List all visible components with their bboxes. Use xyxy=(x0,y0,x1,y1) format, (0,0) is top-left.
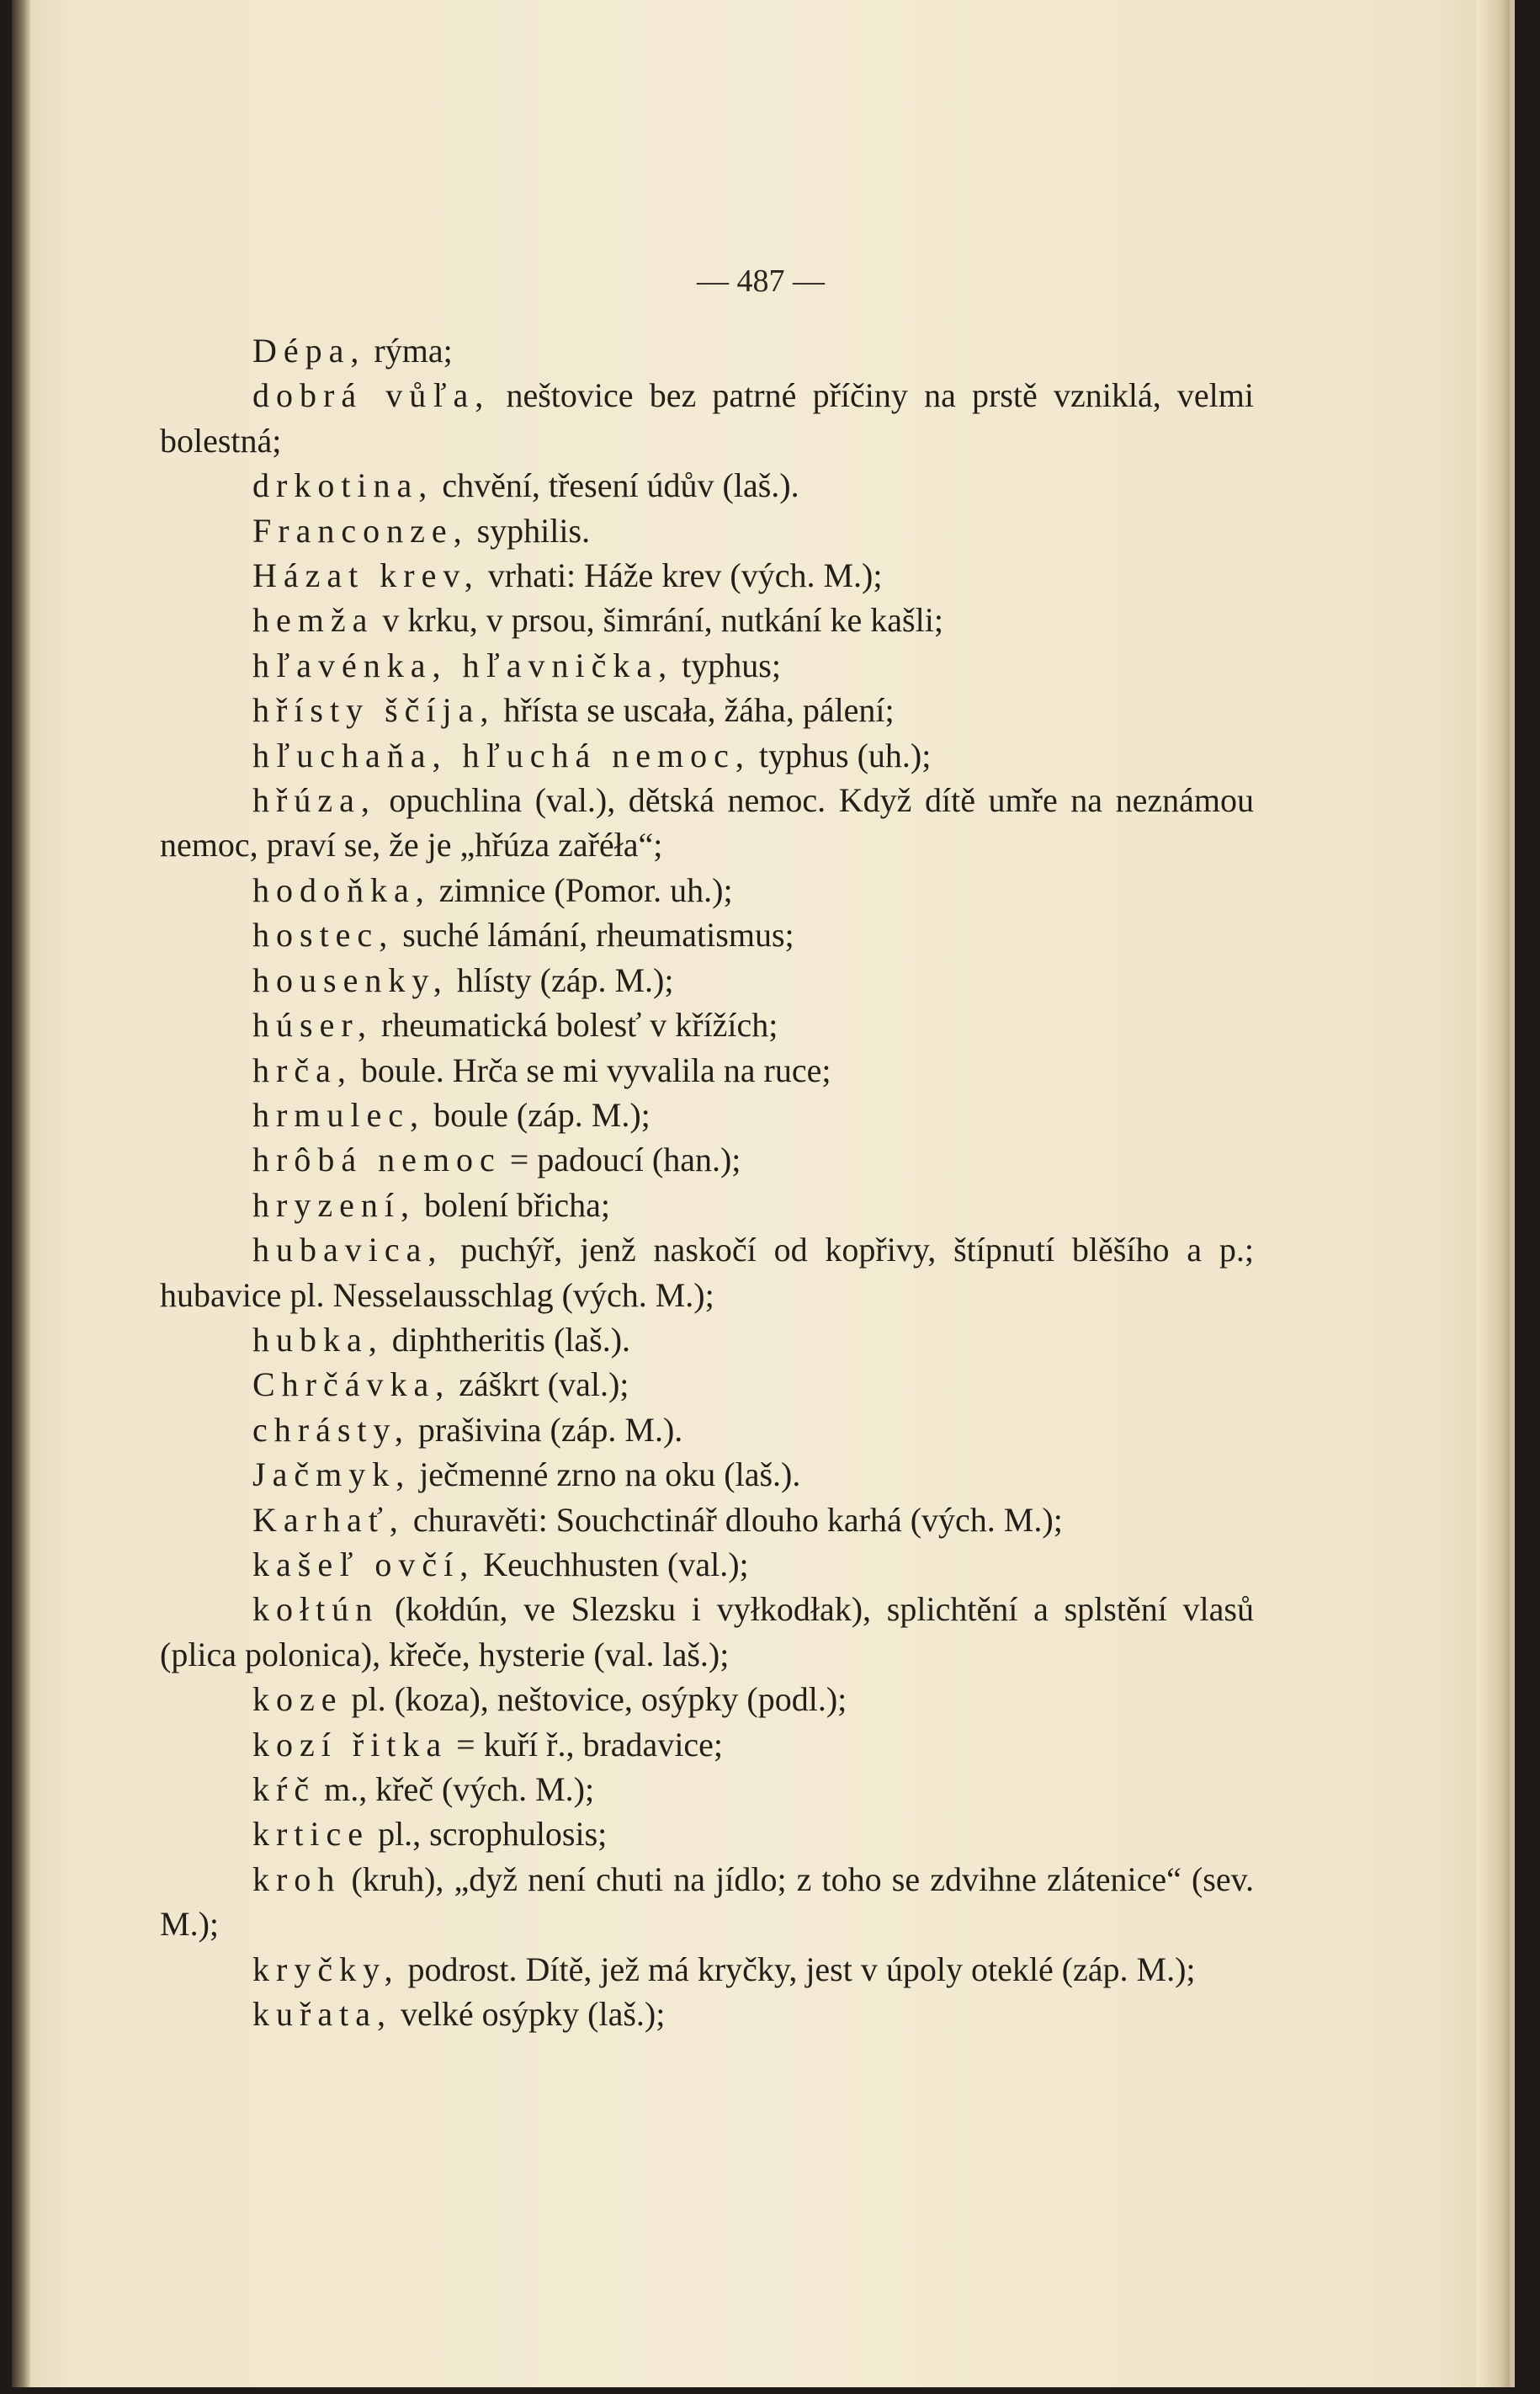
entry xyxy=(160,328,1254,373)
headword: kołtún xyxy=(252,1590,380,1629)
headword: húser, xyxy=(252,1006,374,1045)
definition: pl., scrophulosis; xyxy=(369,1815,608,1854)
headword: Házat krev, xyxy=(252,556,480,595)
entry xyxy=(160,1722,1254,1767)
headword: Dépa, xyxy=(252,332,366,370)
entry xyxy=(160,1947,1254,1992)
entry xyxy=(160,463,1254,508)
headword: hrča, xyxy=(252,1051,353,1089)
entry xyxy=(160,1317,1254,1362)
headword: hubavica, xyxy=(252,1231,443,1269)
definition: podrost. Dítě, jež má kryčky, jest v úpoly oteklé (záp. M.); xyxy=(399,1950,1196,1988)
entry xyxy=(160,958,1254,1003)
headword: hrmulec, xyxy=(252,1095,426,1134)
entry xyxy=(160,1183,1254,1227)
definition: boule (záp. M.); xyxy=(425,1095,651,1134)
headword: hostec, xyxy=(252,916,395,955)
headword: krtice xyxy=(252,1815,370,1854)
entry xyxy=(160,1137,1254,1182)
definition: v krku, v prsou, šimrání, nutkání ke kašli; xyxy=(374,601,943,640)
definition: typhus (uh.); xyxy=(750,736,932,774)
entry xyxy=(160,553,1254,598)
definition: suché lámání, rheumatismus; xyxy=(394,916,794,955)
entry xyxy=(160,1048,1254,1093)
definition: velké osýpky (laš.); xyxy=(391,1995,666,2034)
headword: kroh xyxy=(252,1859,342,1898)
entry xyxy=(160,733,1254,778)
headword: kozí řitka xyxy=(252,1725,449,1764)
entry xyxy=(160,598,1254,642)
headword: hubka, xyxy=(252,1320,384,1359)
headword: hřísty ščíja, xyxy=(252,691,496,730)
entry xyxy=(160,1452,1254,1497)
definition: diphtheritis (laš.). xyxy=(383,1320,631,1359)
headword: hryzení, xyxy=(252,1185,416,1224)
headword: hľuchaňa, hľuchá nemoc, xyxy=(252,736,751,774)
entry xyxy=(160,1542,1254,1587)
headword: hřúza, xyxy=(252,781,376,820)
entry xyxy=(160,688,1254,732)
definition: (kruh), „dyž není chuti na jídlo; z toho se zdvihne zlátenice“ (sev. M.); xyxy=(160,1859,1254,1944)
definition: hlísty (záp. M.); xyxy=(448,960,674,999)
definition: vrhati: Háže krev (vých. M.); xyxy=(479,556,883,595)
definition: boule. Hrča se mi vyvalila na ruce; xyxy=(352,1051,831,1089)
headword: hodoňka, xyxy=(252,870,431,909)
definition: bolení břicha; xyxy=(415,1185,610,1224)
page-number: — 487 — xyxy=(697,263,825,299)
headword: hemža xyxy=(252,601,374,640)
definition: ječmenné zrno na oku (laš.). xyxy=(411,1455,801,1494)
entry xyxy=(160,1227,1254,1317)
headword: kryčky, xyxy=(252,1950,400,1988)
headword: chrásty, xyxy=(252,1410,410,1449)
entry xyxy=(160,868,1254,912)
definition: chvění, třesení údův (laš.). xyxy=(433,466,799,505)
entry xyxy=(160,508,1254,553)
definition: zimnice (Pomor. uh.); xyxy=(430,870,733,909)
definition: hřísta se uscała, žáha, pálení; xyxy=(495,691,895,730)
entry xyxy=(160,778,1254,868)
headword: Franconze, xyxy=(252,511,469,550)
definition: (kołdún, ve Slezsku i vyłkodłak), splichtění a splstění vlasů (plica polonica), křeče, hysterie (val. laš.); xyxy=(160,1590,1254,1673)
entry xyxy=(160,1362,1254,1407)
definition: m., křeč (vých. M.); xyxy=(316,1770,595,1808)
headword: hrôbá nemoc xyxy=(252,1141,502,1179)
book-binding-edge xyxy=(12,0,30,2387)
definition: rheumatická bolesť v křížích; xyxy=(373,1006,778,1045)
entry xyxy=(160,1003,1254,1047)
definition: záškrt (val.); xyxy=(450,1365,629,1404)
entry xyxy=(160,373,1254,463)
entry xyxy=(160,643,1254,688)
definition: churavěti: Souchctinář dlouho karhá (vých. M.); xyxy=(404,1500,1063,1539)
headword: Jačmyk, xyxy=(252,1455,412,1494)
dictionary-text xyxy=(160,328,1254,2036)
entry xyxy=(160,1677,1254,1721)
definition: rýma; xyxy=(365,332,453,370)
definition: opuchlina (val.), dětská nemoc. Když dítě umře na neznámou nemoc, praví se, že je „hřúza zařéła“; xyxy=(160,781,1254,864)
definition: = kuří ř., bradavice; xyxy=(448,1725,724,1764)
entry xyxy=(160,912,1254,957)
headword: hľavénka, hľavnička, xyxy=(252,646,674,684)
entry xyxy=(160,1407,1254,1452)
entry xyxy=(160,1767,1254,1811)
headword: kašeľ ovčí, xyxy=(252,1545,475,1583)
book-page xyxy=(12,0,1515,2387)
headword: dobrá vůľa, xyxy=(252,376,491,415)
headword: housenky, xyxy=(252,960,449,999)
definition: neštovice bez patrné příčiny na prstě vzniklá, velmi bolestná; xyxy=(160,376,1255,460)
headword: kŕč xyxy=(252,1770,316,1808)
headword: kuřata, xyxy=(252,1995,392,2034)
headword: koze xyxy=(252,1680,343,1719)
definition: pl. (koza), neštovice, osýpky (podl.); xyxy=(343,1680,847,1719)
entry xyxy=(160,1992,1254,2036)
headword: Karhať, xyxy=(252,1500,405,1539)
definition: Keuchhusten (val.); xyxy=(475,1545,749,1583)
entry xyxy=(160,1093,1254,1137)
headword: Chrčávka, xyxy=(252,1365,451,1404)
entry xyxy=(160,1498,1254,1542)
definition: = padoucí (han.); xyxy=(501,1141,741,1179)
entry xyxy=(160,1857,1254,1947)
definition: typhus; xyxy=(673,646,781,684)
entry xyxy=(160,1587,1254,1677)
definition: syphilis. xyxy=(468,511,591,550)
entry xyxy=(160,1811,1254,1856)
definition: puchýř, jenž naskočí od kopřivy, štípnutí blěšího a p.; hubavice pl. Nesselausschlag (vých. M.); xyxy=(160,1231,1254,1314)
page-edge xyxy=(1476,0,1510,2387)
definition: prašivina (záp. M.). xyxy=(409,1410,683,1449)
headword: drkotina, xyxy=(252,466,434,505)
